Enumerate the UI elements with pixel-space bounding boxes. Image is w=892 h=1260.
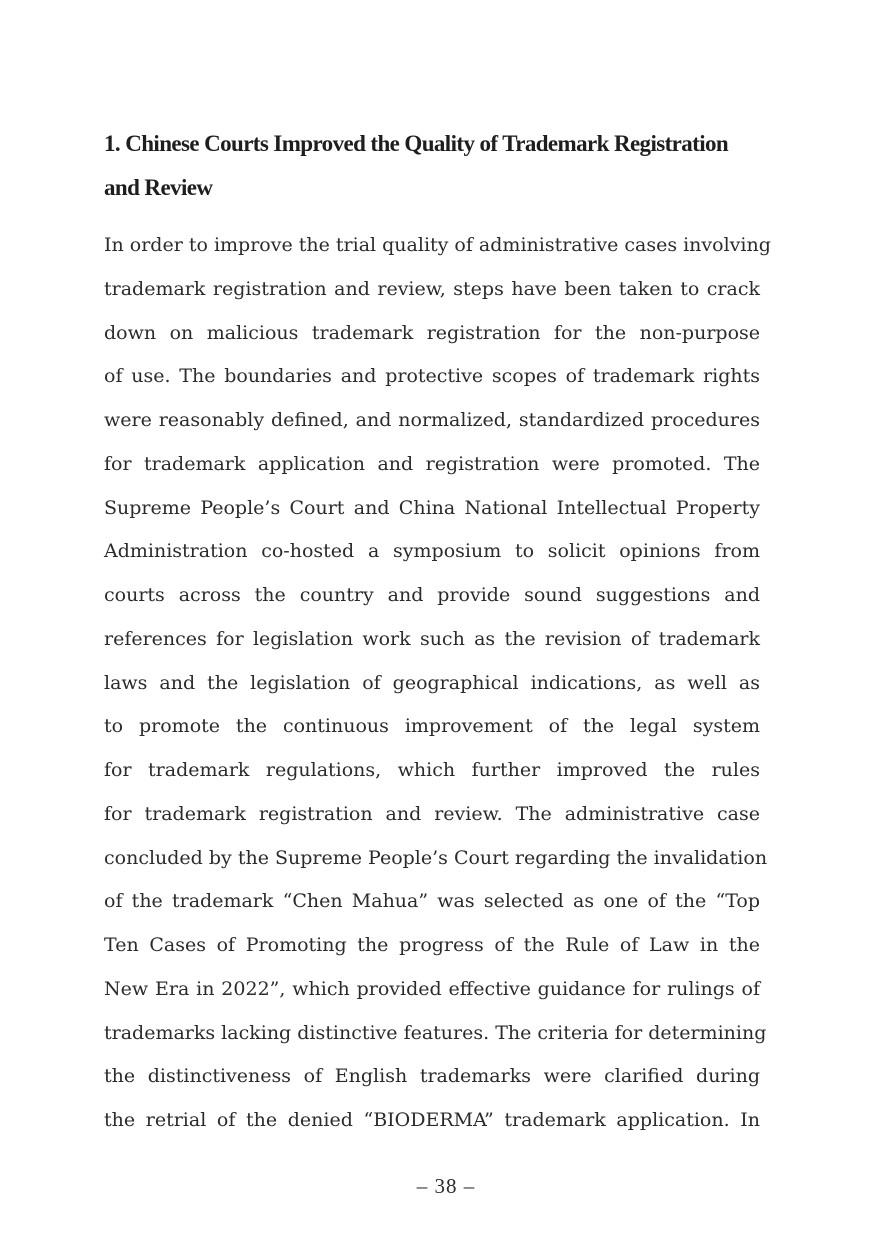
text-line: courts across the country and provide sound suggestions and (104, 584, 760, 606)
text-line: In order to improve the trial quality of administrative cases involving (104, 234, 771, 256)
text-line: for trademark regulations, which further improved the rules (104, 759, 760, 781)
body-paragraph (104, 224, 771, 1143)
section-heading (104, 122, 774, 209)
text-line: were reasonably defined, and normalized, standardized procedures (104, 409, 760, 431)
text-line: of use. The boundaries and protective scopes of trademark rights (104, 365, 760, 388)
page-number: – 38 – (416, 1174, 476, 1198)
heading-line: and Review (104, 174, 213, 200)
text-line: Ten Cases of Promoting the progress of the Rule of Law in the (104, 934, 760, 956)
text-line: Administration co-hosted a symposium to solicit opinions from (104, 540, 760, 563)
text-line: Supreme People’s Court and China National Intellectual Property (104, 496, 760, 519)
text-line: references for legislation work such as the revision of trademark (104, 627, 760, 650)
text-line: laws and the legislation of geographical indications, as well as (104, 671, 760, 694)
text-line: for trademark registration and review. The administrative case (104, 802, 760, 825)
text-line: the distinctiveness of English trademarks were clarified during (104, 1065, 760, 1088)
text-line: of the trademark “Chen Mahua” was selected as one of the “Top (104, 890, 760, 913)
text-line: the retrial of the denied “BIODERMA” trademark application. In (104, 1109, 760, 1131)
text-line: concluded by the Supreme People’s Court regarding the invalidation (104, 846, 768, 869)
heading-line: 1. Chinese Courts Improved the Quality of Trademark Registration (104, 131, 729, 156)
text-line: New Era in 2022”, which provided effective guidance for rulings of (104, 977, 760, 1000)
text-line: trademarks lacking distinctive features. The criteria for determining (104, 1021, 767, 1044)
text-line: to promote the continuous improvement of the legal system (104, 715, 760, 738)
text-line: down on malicious trademark registration for the non-purpose (104, 321, 760, 344)
text-line: trademark registration and review, steps have been taken to crack (104, 277, 760, 300)
text-line: for trademark application and registration were promoted. The (104, 452, 760, 475)
